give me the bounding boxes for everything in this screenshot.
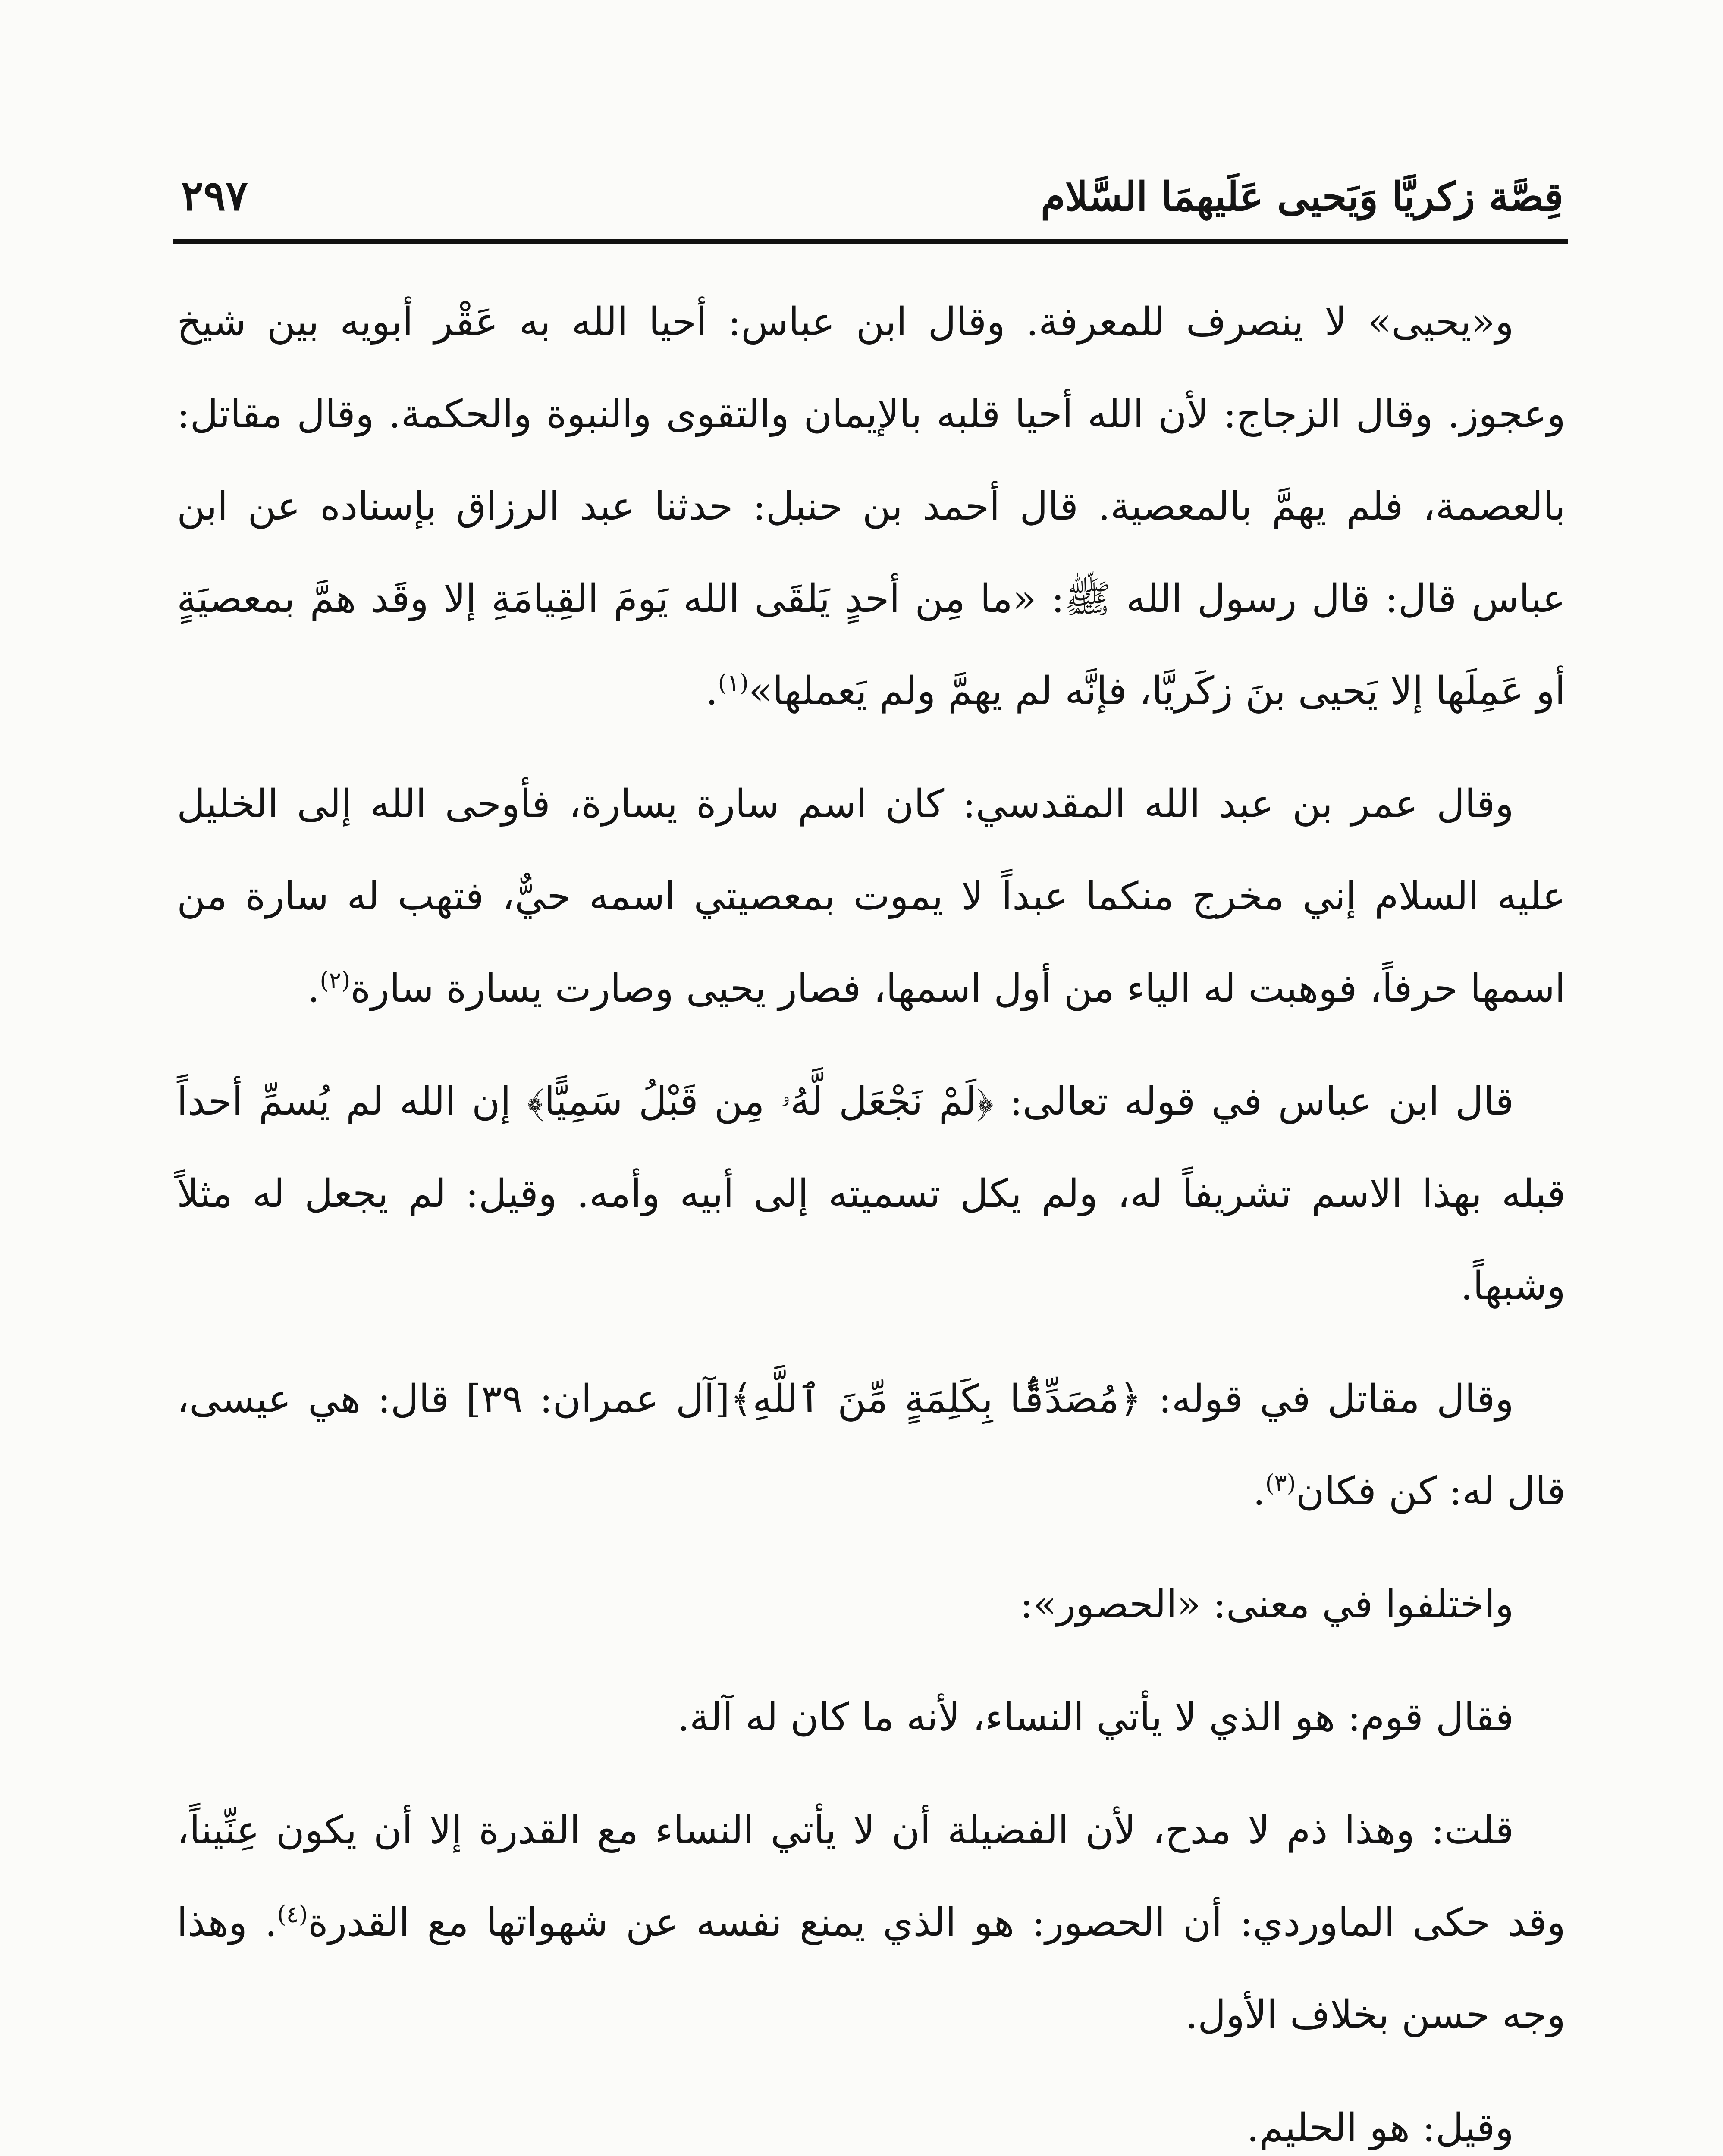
paragraph: واختلفوا في معنى: «الحصور»: <box>1020 1582 1514 1627</box>
page-number: ٢٩٧ <box>181 171 248 220</box>
running-title: قِصَّة زكريَّا وَيَحيى عَلَيهمَا السَّلام <box>1041 173 1563 220</box>
footnote-ref[interactable]: (١) <box>718 669 749 696</box>
footnote-ref[interactable]: (٤) <box>277 1901 308 1928</box>
main-text <box>177 276 1566 2156</box>
footnote-ref[interactable]: (٢) <box>320 967 351 994</box>
paragraph: وقال مقاتل في قوله: ﴿مُصَدِّقًۢا بِكَلِمَةٍ مِّنَ ٱللَّهِ﴾[آل عمران: ٣٩] قال: هي عيسى، قال له: كن فكان$^{(٣)}$. <box>177 1376 1566 1514</box>
paragraph: وقال عمر بن عبد الله المقدسي: كان اسم سارة يسارة، فأوحى الله إلى الخليل عليه السلام إني مخرج منكما عبداً لا يموت بمعصيتي اسمه حيٌّ، فتهب له سارة من اسمها حرفاً، فوهبت له الياء من أول اسمها، فصار يحيى وصارت يسارة سارة$^{(٢)}$. <box>177 781 1566 1011</box>
paragraph: فقال قوم: هو الذي لا يأتي النساء، لأنه ما كان له آلة. <box>677 1695 1514 1740</box>
header-rule <box>173 239 1568 244</box>
paragraph: قال ابن عباس في قوله تعالى: ﴿لَمْ نَجْعَل لَّهُۥ مِن قَبْلُ سَمِيًّا﴾ إن الله لم يُسمِّ أحداً قبله بهذا الاسم تشريفاً له، ولم يكل تسميته إلى أبيه وأمه. وقيل: لم يجعل له مثلاً وشبهاً. <box>177 1079 1566 1309</box>
footnote-ref[interactable]: (٣) <box>1265 1470 1296 1497</box>
paragraph: و«يحيى» لا ينصرف للمعرفة. وقال ابن عباس: أحيا الله به عَقْر أبويه بين شيخ وعجوز. وقال الزجاج: لأن الله أحيا قلبه بالإيمان والتقوى والنبوة والحكمة. وقال مقاتل: بالعصمة، فلم يهمَّ بالمعصية. قال أحمد بن حنبل: حدثنا عبد الرزاق بإسناده عن ابن عباس قال: قال رسول الله ﷺ: «ما مِن أحدٍ يَلقَى الله يَومَ القِيامَةِ إلا وقَد همَّ بمعصيَةٍ أو عَمِلَها إلا يَحيى بنَ زكَريَّا، فإنَّه لم يهمَّ ولم يَعملها»$^{(١)}$. <box>177 299 1566 714</box>
paragraph: قلت: وهذا ذم لا مدح، لأن الفضيلة أن لا يأتي النساء مع القدرة إلا أن يكون عِنِّيناً، وقد حكى الماوردي: أن الحصور: هو الذي يمنع نفسه عن شهواتها مع القدرة$^{(٤)}$. وهذا وجه حسن بخلاف الأول. <box>177 1808 1566 2037</box>
paragraph: وقيل: هو الحليم. <box>1246 2105 1514 2150</box>
page-header <box>181 155 1563 220</box>
